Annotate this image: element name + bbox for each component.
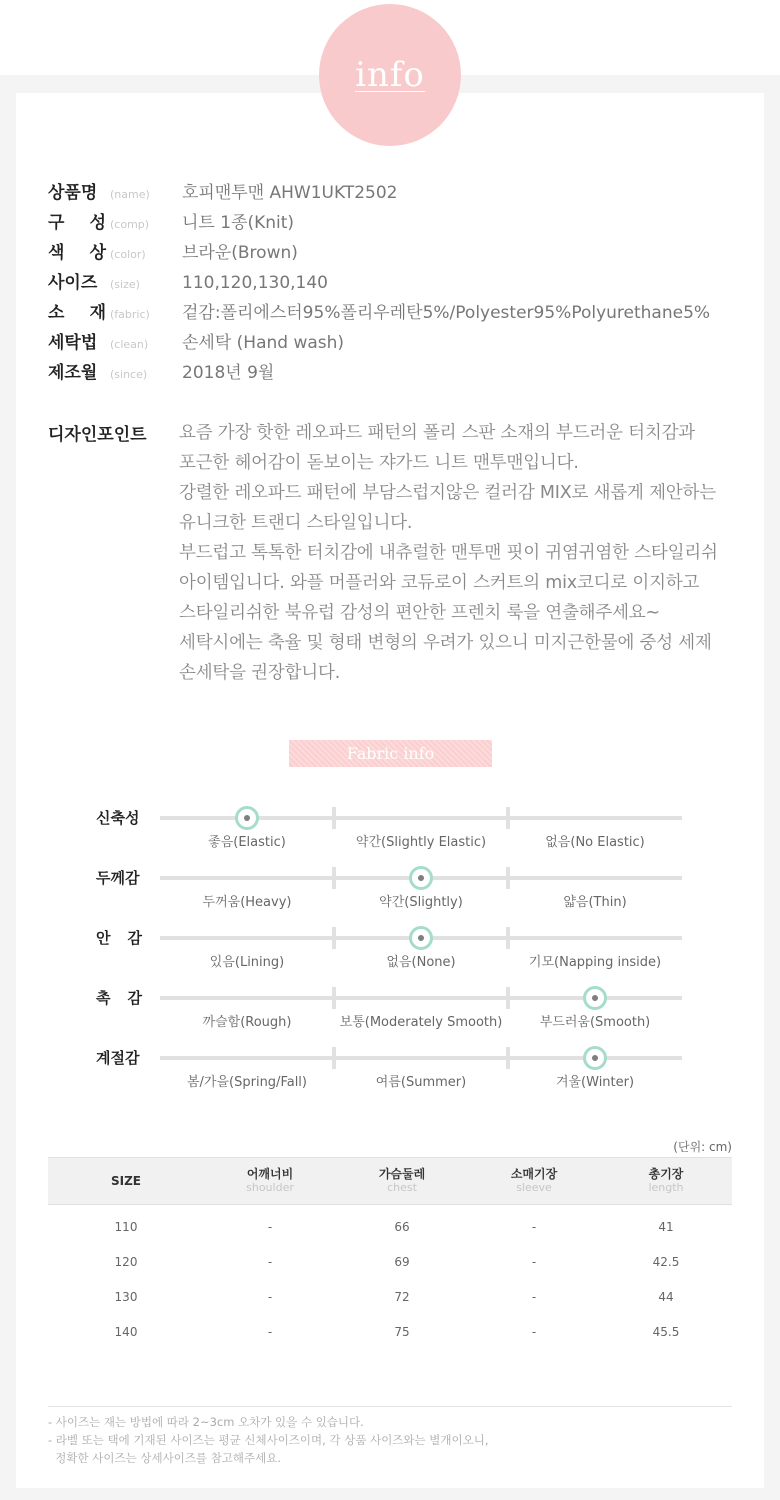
fabric-scale-marker [409,926,433,950]
size-unit: (단위: cm) [673,1140,732,1154]
size-table-row [48,1314,732,1349]
design-point-line: 스타일리쉬한 북유럽 감성의 편안한 프렌치 룩을 연출해주세요~ [179,603,660,623]
label-char: 안 [96,929,111,947]
design-point-line: 강렬한 레오파드 패턴에 부담스럽지않은 컬러감 MIX로 새롭게 제안하는 [179,483,716,503]
fabric-scale-label: 계절감 [96,1049,140,1067]
label-char: 구 [48,213,65,233]
design-point-line: 유니크한 트랜디 스타일입니다. [179,513,413,533]
label-char: 색 [48,243,65,263]
design-point-line: 아이템입니다. 와플 머플러와 코듀로이 스커트의 mix코디로 이지하고 [179,573,700,593]
size-table-cell: - [531,1324,537,1339]
label-char: 상 [89,243,106,263]
size-table-row [48,1244,732,1279]
size-table-cell: 72 [394,1289,410,1304]
fabric-scale-option: 없음(No Elastic) [545,835,645,850]
info-label: 상품명 [48,183,98,203]
size-heading-sub: shoulder [246,1181,294,1194]
fabric-scale-label: 두께감 [96,869,140,887]
label-char: 감 [127,929,142,947]
info-label-en: (fabric) [110,308,150,321]
size-heading-label: 가슴둘레 [378,1167,426,1181]
info-label [48,238,106,263]
size-table-cell: 42.5 [652,1254,680,1269]
size-table-heading [48,1158,204,1205]
fabric-scale-option: 좋음(Elastic) [208,835,286,850]
info-row [48,208,758,238]
design-point-line: 세탁시에는 축율 및 형태 변형의 우려가 있으니 미지근한물에 중성 세제 [179,633,712,653]
info-label-en: (comp) [110,218,150,231]
size-table-heading [468,1158,600,1205]
fabric-scale-divider [332,867,336,889]
design-point-line: 포근한 헤어감이 돋보이는 쟈가드 니트 맨투맨입니다. [179,453,579,473]
fabric-scale-option: 있음(Lining) [209,955,285,970]
info-value: 겉감:폴리에스터95%폴리우레탄5%/Polyester95%Polyurethane5% [182,303,711,323]
info-value: 니트 1종(Knit) [182,213,295,233]
info-row [48,298,758,328]
info-label-en: (size) [110,278,140,291]
label-char: 성 [89,213,106,233]
info-row [48,238,758,268]
info-value: 110,120,130,140 [182,273,329,293]
fabric-scale-option: 얇음(Thin) [563,895,627,910]
size-table-heading [600,1158,732,1205]
size-heading-sub: length [648,1181,684,1194]
product-info-list [48,178,758,388]
label-char: 촉 [96,989,111,1007]
info-label [48,298,106,323]
size-table-cell: 45.5 [652,1324,680,1339]
fabric-scale-label: 신축성 [96,809,140,827]
size-table-cell: 130 [114,1289,138,1304]
info-value: 손세탁 (Hand wash) [182,333,345,353]
fabric-info-title: Fabric info [289,740,492,767]
fabric-scale-label [96,987,142,1008]
design-point-section [48,418,763,688]
info-badge [319,4,461,146]
size-table-cell: 44 [658,1289,674,1304]
size-table-heading [204,1158,336,1205]
size-table-cell: - [267,1219,273,1234]
info-row [48,328,758,358]
fabric-scale-marker [235,806,259,830]
info-label-en: (clean) [110,338,149,351]
size-heading-label: 소매기장 [510,1167,558,1181]
fabric-scale-option: 까슬함(Rough) [202,1015,292,1030]
label-char: 재 [89,303,106,323]
design-point-text [179,418,763,688]
size-table-cell: 66 [394,1219,410,1234]
fabric-scale-divider [506,867,510,889]
size-heading-label: 총기장 [648,1167,684,1181]
info-row [48,268,758,298]
size-table-cell: 41 [658,1219,674,1234]
info-label: 세탁법 [48,333,98,353]
fabric-scale-divider [332,807,336,829]
fabric-scale-option: 봄/가을(Spring/Fall) [186,1075,307,1090]
info-value: 호피맨투맨 AHW1UKT2502 [182,183,398,203]
size-table-body [48,1205,732,1350]
label-char: 소 [48,303,65,323]
info-label-en: (since) [110,368,148,381]
fabric-scale-marker [409,866,433,890]
info-label-en: (color) [110,248,146,261]
size-table-header [48,1158,732,1205]
info-label: 사이즈 [48,273,98,293]
fabric-scale-option: 부드러움(Smooth) [539,1015,651,1030]
info-value: 브라운(Brown) [182,243,298,263]
info-label: 제조월 [48,363,98,383]
info-badge-label: info [355,55,425,95]
label-char: 감 [127,989,142,1007]
size-note: 정확한 사이즈는 상세사이즈를 참고해주세요. [48,1451,282,1465]
fabric-scale-label [96,927,142,948]
fabric-scale-option: 보통(Moderately Smooth) [339,1015,503,1030]
fabric-scale-row [0,1049,690,1117]
design-point-label: 디자인포인트 [48,425,147,445]
size-heading-sub: chest [387,1181,417,1194]
info-label-en: (name) [110,188,150,201]
fabric-scale-option: 두꺼움(Heavy) [202,895,292,910]
size-table-heading [336,1158,468,1205]
info-value: 2018년 9월 [182,363,275,383]
fabric-scale-divider [506,927,510,949]
design-point-line: 손세탁을 권장합니다. [179,663,341,683]
size-table [48,1157,732,1349]
size-table-cell: 110 [114,1219,138,1234]
fabric-scale-divider [506,807,510,829]
fabric-scale-option: 겨울(Winter) [555,1075,635,1090]
size-table-cell: 69 [394,1254,410,1269]
size-table-cell: - [267,1324,273,1339]
fabric-scale-divider [332,1047,336,1069]
fabric-scale-option: 여름(Summer) [375,1075,467,1090]
fabric-scale-option: 약간(Slightly) [379,895,463,910]
size-table-cell: 120 [114,1254,138,1269]
size-table-cell: - [267,1254,273,1269]
size-table-row [48,1279,732,1314]
size-note: - 사이즈는 재는 방법에 따라 2~3cm 오차가 있을 수 있습니다. [48,1415,364,1429]
design-point-line: 요즘 가장 핫한 레오파드 패턴의 폴리 스판 소재의 부드러운 터치감과 [179,423,696,443]
fabric-scale-marker [583,986,607,1010]
fabric-scale-divider [332,927,336,949]
size-table-cell: - [531,1289,537,1304]
fabric-scale-divider [506,1047,510,1069]
info-row [48,358,758,388]
info-label [48,208,106,233]
size-notes [48,1406,732,1467]
size-table-cell: - [267,1289,273,1304]
size-table-cell: 75 [394,1324,410,1339]
fabric-scale-divider [332,987,336,1009]
design-point-line: 부드럽고 톡톡한 터치감에 내츄럴한 맨투맨 핏이 귀염귀염한 스타일리쉬 [179,543,718,563]
fabric-scale-option: 없음(None) [386,955,456,970]
size-table-cell: - [531,1254,537,1269]
fabric-scale-option: 기모(Napping inside) [528,955,662,970]
size-heading-label: SIZE [110,1174,141,1188]
fabric-scale-option: 약간(Slightly Elastic) [355,835,487,850]
size-table-cell: 140 [114,1324,138,1339]
fabric-scale-marker [583,1046,607,1070]
size-heading-label: 어깨너비 [246,1167,294,1181]
info-row [48,178,758,208]
size-note: - 라벨 또는 택에 기재된 사이즈는 평균 신체사이즈이며, 각 상품 사이즈와는 별개이오니, [48,1433,489,1447]
fabric-scale-divider [506,987,510,1009]
size-table-row [48,1205,732,1245]
size-heading-sub: sleeve [516,1181,552,1194]
size-table-cell: - [531,1219,537,1234]
